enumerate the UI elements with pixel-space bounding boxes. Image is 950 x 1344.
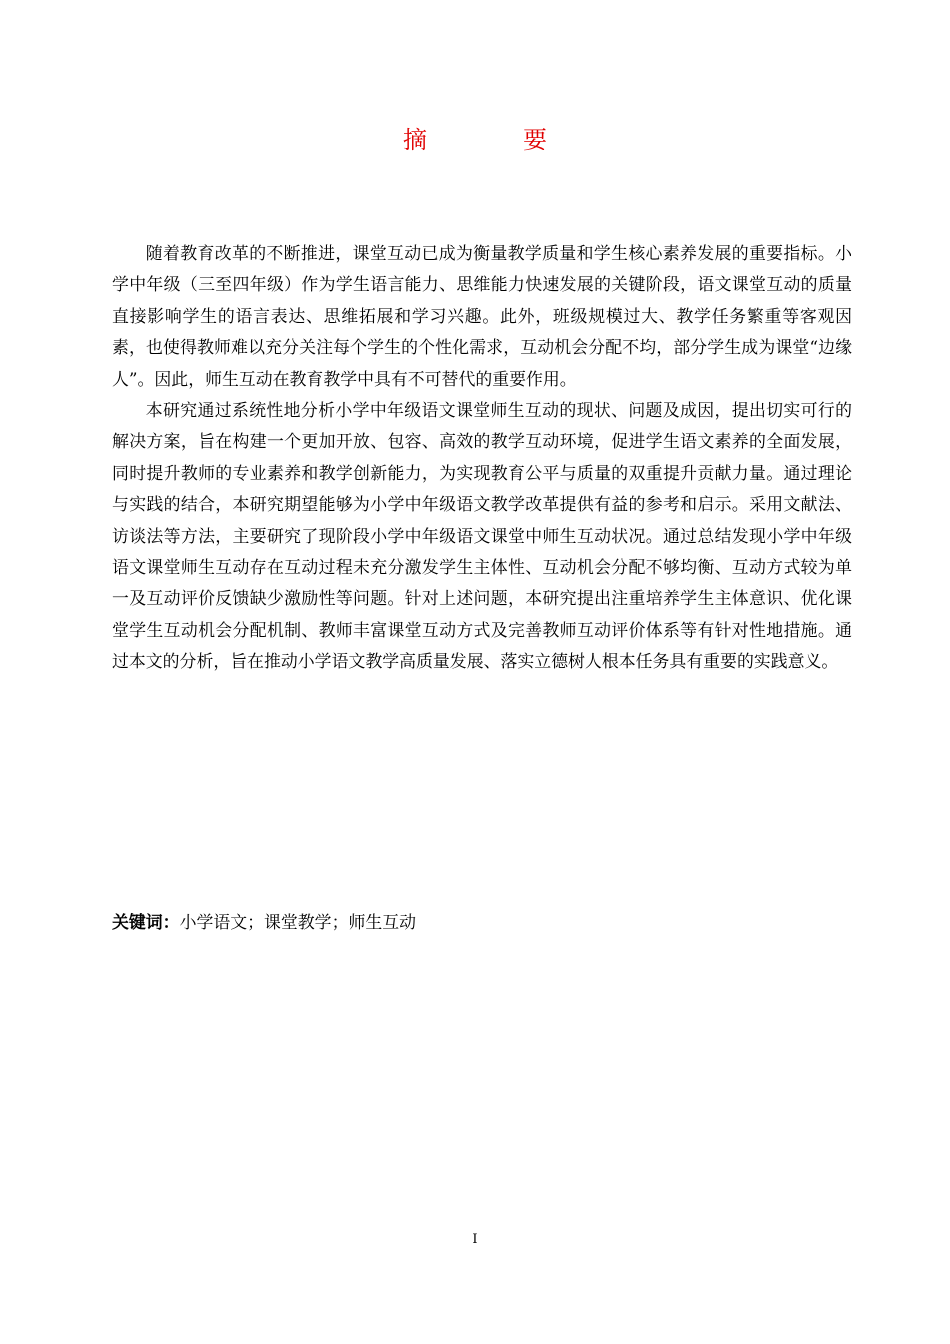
abstract-body [112, 238, 852, 678]
keywords-value: 小学语文；课堂教学；师生互动 [179, 912, 417, 932]
abstract-title: 摘 要 [403, 126, 583, 154]
abstract-paragraph-1: 随着教育改革的不断推进，课堂互动已成为衡量教学质量和学生核心素养发展的重要指标。小学中年级（三至四年级）作为学生语言能力、思维能力快速发展的关键阶段，语文课堂互动的质量直接影响学生的语言表达、思维拓展和学习兴趣。此外，班级规模过大、教学任务繁重等客观因素，也使得教师难以充分关注每个学生的个性化需求，互动机会分配不均，部分学生成为课堂“边缘人”。因此，师生互动在教育教学中具有不可替代的重要作用。 [112, 243, 852, 389]
page-number: I [472, 1232, 478, 1247]
keywords-line [112, 907, 852, 938]
abstract-paragraph-2: 本研究通过系统性地分析小学中年级语文课堂师生互动的现状、问题及成因，提出切实可行的解决方案，旨在构建一个更加开放、包容、高效的教学互动环境，促进学生语文素养的全面发展，同时提升教师的专业素养和教学创新能力，为实现教育公平与质量的双重提升贡献力量。通过理论与实践的结合，本研究期望能够为小学中年级语文教学改革提供有益的参考和启示。采用文献法、访谈法等方法，主要研究了现阶段小学中年级语文课堂中师生互动状况。通过总结发现小学中年级语文课堂师生互动存在互动过程未充分激发学生主体性、互动机会分配不够均衡、互动方式较为单一及互动评价反馈缺少激励性等问题。针对上述问题，本研究提出注重培养学生主体意识、优化课堂学生互动机会分配机制、教师丰富课堂互动方式及完善教师互动评价体系等有针对性地措施。通过本文的分析，旨在推动小学语文教学高质量发展、落实立德树人根本任务具有重要的实践意义。 [112, 400, 852, 672]
keywords-label: 关键词： [112, 912, 180, 932]
